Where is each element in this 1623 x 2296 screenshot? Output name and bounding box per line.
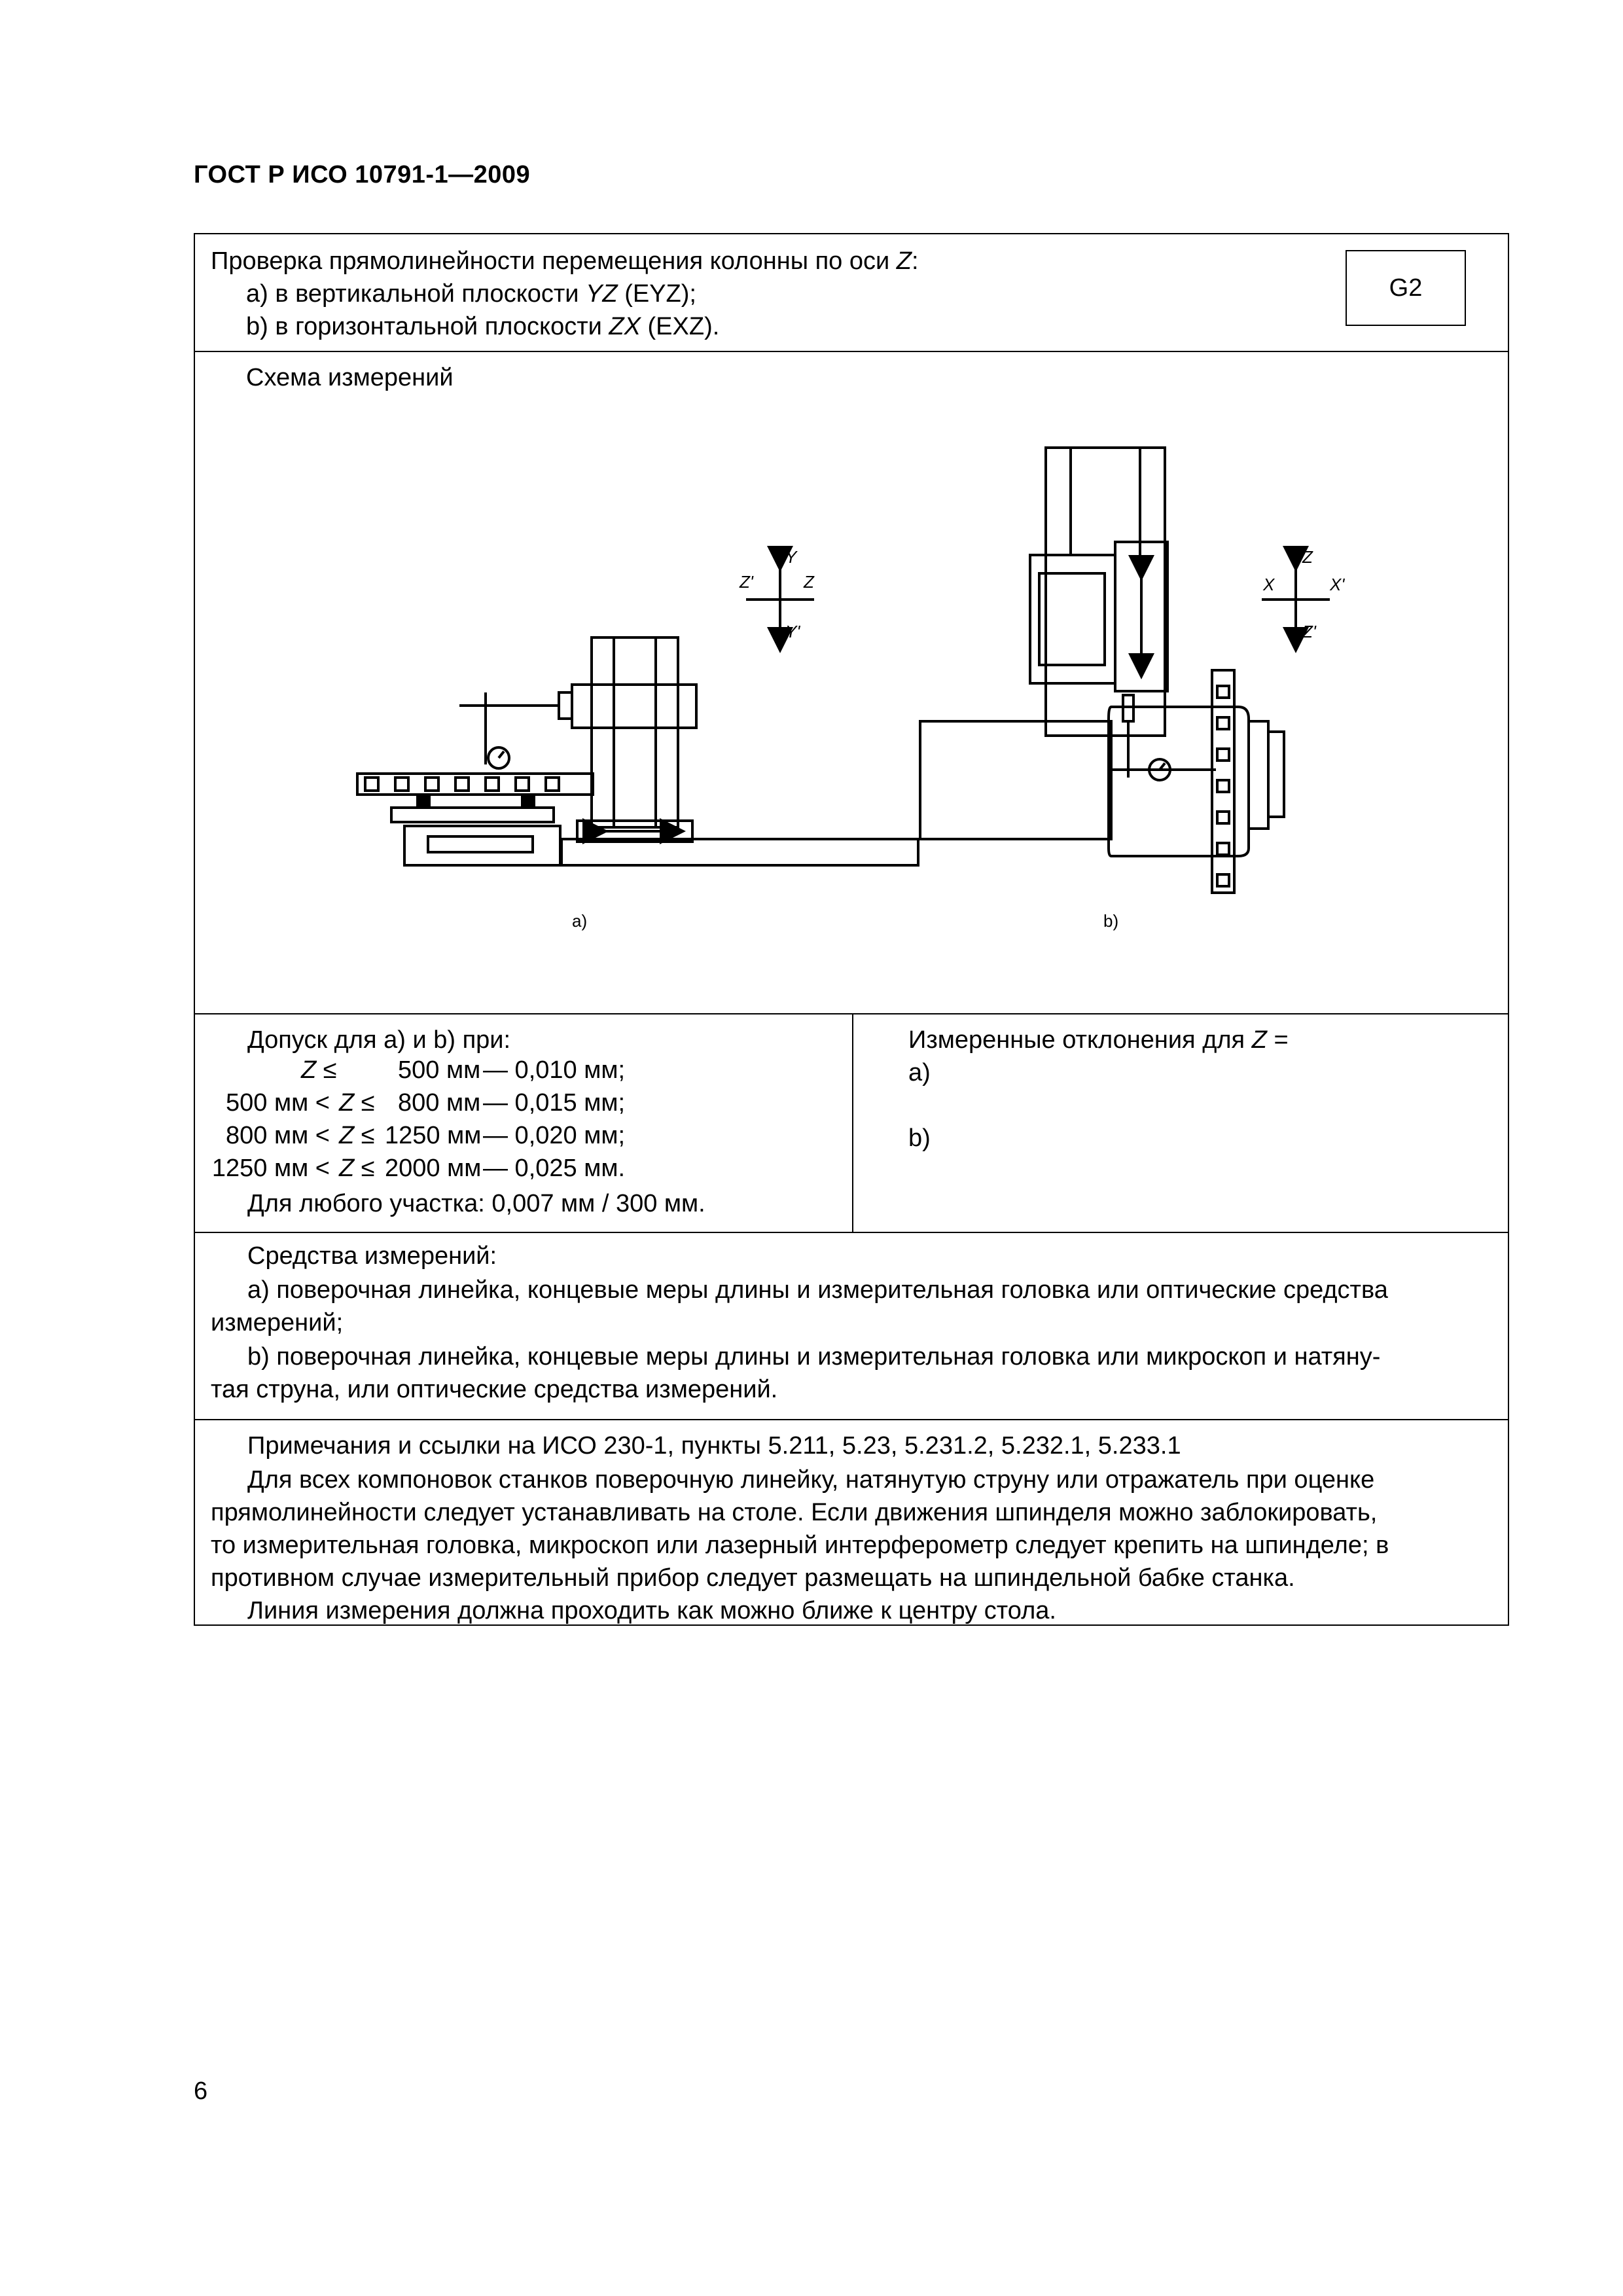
row-divider — [195, 1419, 1508, 1420]
axis-b-right: X' — [1330, 575, 1345, 594]
axis-b-left: X — [1263, 575, 1275, 594]
instruments-a-line1: а) поверочная линейка, концевые меры длины и измерительная головка или оптические средства — [247, 1276, 1388, 1304]
notes-line3: то измерительная головка, микроскоп или лазерный интерферометр следует крепить на шпинделе; в — [211, 1532, 1389, 1559]
check-code: G2 — [1346, 250, 1466, 326]
measurement-scheme — [195, 234, 1508, 1013]
table-a — [391, 808, 554, 822]
instruments-a-line2: измерений; — [211, 1309, 344, 1336]
measured-a: а) — [908, 1059, 931, 1086]
axis-a-right: Z — [804, 572, 814, 592]
column-a — [592, 637, 678, 827]
diagram-b — [920, 448, 1330, 893]
instruments-title: Средства измерений: — [247, 1242, 497, 1270]
instruments-b-line2: тая струна, или оптические средства измерений. — [211, 1376, 778, 1403]
check-item-a: а) в вертикальной плоскости YZ (EYZ); — [246, 280, 696, 308]
row-divider — [195, 1232, 1508, 1233]
axis-b-up: Z — [1302, 547, 1313, 567]
check-table: Проверка прямолинейности перемещения колонны по оси Z: а) в вертикальной плоскости YZ (EYZ); b) в горизонтальной плоскости ZX (EXZ). G2 Схема измерений Y Y' Z' Z Z Z' X X' а) b) Допуск для а) и b) при: Z ≤ 500 мм — 0,010 мм; 500 мм < Z ≤ 800 мм — 0,015 мм; 800 мм < Z ≤ 1250 мм — 0,020 мм; 1250 мм < Z ≤ 2000 мм — 0,025 мм. Для любого участка: 0,007 мм / 300 мм. Измеренные отклонения для Z = а) b) Средства измерений: а) поверочная линейка, концевые меры длины и измерительная головка или оптические средства измерений; b) поверочная линейка, концевые меры длины и измерительная головка или микроскоп и натяну- тая струна, или оптические средства измерений. Примечания и ссылки на ИСО 230-1, пункты 5.211, 5.23, 5.231.2, 5.232.1, 5.233.1 Для всех компоновок станков поверочную линейку, натянутую струну или отражатель при оценке прямолинейности следует устанавливать на столе. Если движения шпинделя можно заблокировать, то измерительная головка, микроскоп или лазерный интерферометр следует крепить на шпинделе; в противном случае измерительный прибор следует размещать на шпиндельной бабке станка. Линия измерения должна проходить как можно ближе к центру стола. — [194, 233, 1509, 1626]
notes-line5: Линия измерения должна проходить как можно ближе к центру стола. — [247, 1597, 1056, 1624]
axis-a-up: Y — [785, 547, 797, 567]
check-title: Проверка прямолинейности перемещения колонны по оси Z: — [211, 247, 919, 275]
table-slide-inner-a — [428, 836, 533, 852]
tolerance-local: Для любого участка: 0,007 мм / 300 мм. — [247, 1190, 705, 1217]
row-divider — [195, 1013, 1508, 1014]
caption-a: а) — [572, 911, 588, 931]
table-body-b — [920, 721, 1111, 839]
measured-title: Измеренные отклонения для Z = — [908, 1026, 1289, 1054]
column-divider — [852, 1013, 853, 1232]
notes-line4: противном случае измерительный прибор следует размещать на шпиндельной бабке станка. — [211, 1564, 1295, 1592]
page-number: 6 — [194, 2077, 208, 2105]
axis-b-down: Z' — [1302, 622, 1316, 641]
check-item-b: b) в горизонтальной плоскости ZX (EXZ). — [246, 313, 720, 340]
instruments-b-line1: b) поверочная линейка, концевые меры длины и измерительная головка или микроскоп и натяну- — [247, 1343, 1381, 1371]
scheme-title: Схема измерений — [246, 364, 454, 391]
caption-b: b) — [1103, 911, 1119, 931]
notes-title: Примечания и ссылки на ИСО 230-1, пункты 5.211, 5.23, 5.231.2, 5.232.1, 5.233.1 — [247, 1432, 1181, 1460]
axis-a-left: Z' — [740, 572, 753, 592]
tolerance-title: Допуск для а) и b) при: — [247, 1026, 511, 1054]
diagram-a — [357, 559, 918, 865]
notes-line2: прямолинейности следует устанавливать на столе. Если движения шпинделя можно заблокировать, — [211, 1499, 1378, 1526]
document-header: ГОСТ Р ИСО 10791-1—2009 — [194, 161, 531, 188]
measured-b: b) — [908, 1124, 931, 1152]
axis-a-down: Y' — [785, 622, 800, 641]
notes-line1: Для всех компоновок станков поверочную линейку, натянутую струну или отражатель при оценке — [247, 1466, 1375, 1494]
